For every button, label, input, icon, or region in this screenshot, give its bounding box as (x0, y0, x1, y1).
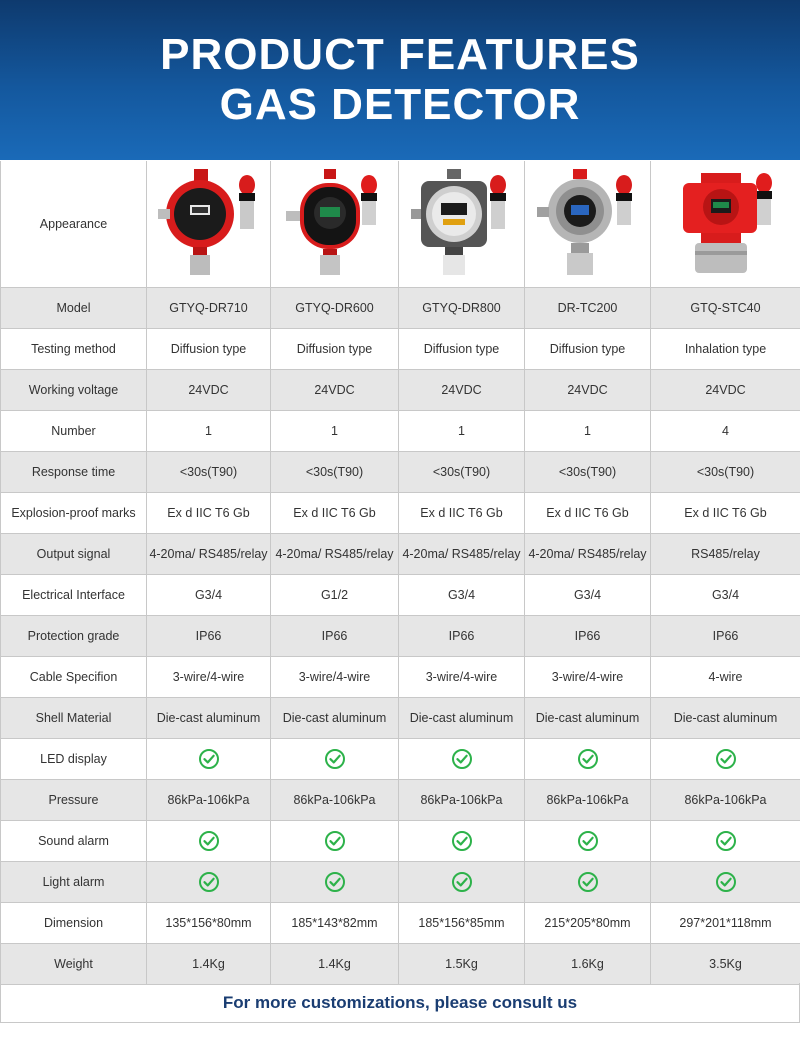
spec-value: Ex d IIC T6 Gb (147, 493, 271, 533)
row-label: Appearance (1, 161, 147, 287)
spec-row (1, 452, 800, 493)
spec-value: Ex d IIC T6 Gb (651, 493, 800, 533)
spec-value: 1.6Kg (525, 944, 651, 984)
spec-value: 4-wire (651, 657, 800, 697)
check-icon (147, 862, 271, 902)
spec-value: GTQ-STC40 (651, 288, 800, 328)
spec-value: Diffusion type (399, 329, 525, 369)
row-label: Pressure (1, 780, 147, 820)
spec-value: 24VDC (399, 370, 525, 410)
check-icon (399, 739, 525, 779)
product-image-cell (147, 161, 271, 287)
spec-value: GTYQ-DR600 (271, 288, 399, 328)
spec-value: 297*201*118mm (651, 903, 800, 943)
check-icon (399, 862, 525, 902)
spec-value: 3-wire/4-wire (271, 657, 399, 697)
spec-value: 3-wire/4-wire (147, 657, 271, 697)
header-title-line-2: GAS DETECTOR (219, 80, 581, 129)
row-label: LED display (1, 739, 147, 779)
check-icon (271, 739, 399, 779)
spec-row (1, 698, 800, 739)
spec-value: Diffusion type (271, 329, 399, 369)
spec-value: 4-20ma/ RS485/relay (525, 534, 651, 574)
product-image-cell (399, 161, 525, 287)
spec-value: G3/4 (399, 575, 525, 615)
spec-row (1, 903, 800, 944)
spec-value: Die-cast aluminum (525, 698, 651, 738)
spec-row (1, 411, 800, 452)
check-icon (525, 862, 651, 902)
row-label: Dimension (1, 903, 147, 943)
spec-value: 1 (147, 411, 271, 451)
red-detector-image (154, 169, 264, 279)
check-icon (147, 739, 271, 779)
spec-value: 24VDC (651, 370, 800, 410)
spec-row (1, 288, 800, 329)
spec-value: Die-cast aluminum (399, 698, 525, 738)
spec-value: G3/4 (147, 575, 271, 615)
page-header (0, 0, 800, 160)
spec-row (1, 370, 800, 411)
spec-value: 86kPa-106kPa (147, 780, 271, 820)
gray-detector-image (407, 169, 517, 279)
spec-value: 3-wire/4-wire (525, 657, 651, 697)
row-label: Cable Specifion (1, 657, 147, 697)
spec-value: <30s(T90) (525, 452, 651, 492)
footer-banner: For more customizations, please consult us (0, 983, 800, 1023)
spec-value: 185*156*85mm (399, 903, 525, 943)
spec-value: 4-20ma/ RS485/relay (399, 534, 525, 574)
spec-value: 24VDC (271, 370, 399, 410)
check-icon (399, 821, 525, 861)
row-label: Electrical Interface (1, 575, 147, 615)
row-label: Sound alarm (1, 821, 147, 861)
row-label: Testing method (1, 329, 147, 369)
spec-value: Diffusion type (147, 329, 271, 369)
row-label: Explosion-proof marks (1, 493, 147, 533)
spec-row (1, 657, 800, 698)
spec-value: 185*143*82mm (271, 903, 399, 943)
spec-row (1, 575, 800, 616)
check-icon (525, 821, 651, 861)
product-image-cell (651, 161, 800, 287)
spec-value: 1 (525, 411, 651, 451)
spec-value: IP66 (651, 616, 800, 656)
spec-value: 3-wire/4-wire (399, 657, 525, 697)
check-icon (651, 862, 800, 902)
spec-row (1, 329, 800, 370)
spec-value: 4 (651, 411, 800, 451)
row-label: Model (1, 288, 147, 328)
check-icon (525, 739, 651, 779)
spec-value: IP66 (271, 616, 399, 656)
spec-value: 24VDC (147, 370, 271, 410)
row-label: Weight (1, 944, 147, 984)
spec-value: DR-TC200 (525, 288, 651, 328)
spec-value: 3.5Kg (651, 944, 800, 984)
spec-value: 86kPa-106kPa (651, 780, 800, 820)
spec-value: G1/2 (271, 575, 399, 615)
row-label: Protection grade (1, 616, 147, 656)
spec-value: Die-cast aluminum (147, 698, 271, 738)
spec-value: G3/4 (651, 575, 800, 615)
row-label: Light alarm (1, 862, 147, 902)
spec-value: Die-cast aluminum (651, 698, 800, 738)
spec-value: <30s(T90) (147, 452, 271, 492)
spec-value: RS485/relay (651, 534, 800, 574)
spec-value: Ex d IIC T6 Gb (271, 493, 399, 533)
spec-row (1, 493, 800, 534)
row-label: Output signal (1, 534, 147, 574)
spec-value: 86kPa-106kPa (525, 780, 651, 820)
product-image-cell (271, 161, 399, 287)
row-label: Shell Material (1, 698, 147, 738)
red-black-detector-image (280, 169, 390, 279)
spec-value: 1.4Kg (271, 944, 399, 984)
silver-detector-image (533, 169, 643, 279)
spec-row (1, 616, 800, 657)
spec-value: 1 (399, 411, 525, 451)
spec-row (1, 739, 800, 780)
spec-value: IP66 (399, 616, 525, 656)
spec-row (1, 534, 800, 575)
spec-value: 1.4Kg (147, 944, 271, 984)
spec-value: Diffusion type (525, 329, 651, 369)
spec-value: GTYQ-DR710 (147, 288, 271, 328)
spec-value: 135*156*80mm (147, 903, 271, 943)
spec-value: Ex d IIC T6 Gb (525, 493, 651, 533)
spec-value: 215*205*80mm (525, 903, 651, 943)
check-icon (147, 821, 271, 861)
spec-value: IP66 (147, 616, 271, 656)
spec-value: IP66 (525, 616, 651, 656)
spec-row (1, 821, 800, 862)
spec-value: <30s(T90) (651, 452, 800, 492)
spec-value: 4-20ma/ RS485/relay (271, 534, 399, 574)
spec-value: 24VDC (525, 370, 651, 410)
product-image-cell (525, 161, 651, 287)
spec-value: 86kPa-106kPa (271, 780, 399, 820)
appearance-row (1, 161, 800, 288)
spec-value: 1 (271, 411, 399, 451)
row-label: Working voltage (1, 370, 147, 410)
spec-value: Ex d IIC T6 Gb (399, 493, 525, 533)
check-icon (651, 821, 800, 861)
spec-value: <30s(T90) (271, 452, 399, 492)
spec-value: 86kPa-106kPa (399, 780, 525, 820)
spec-value: 4-20ma/ RS485/relay (147, 534, 271, 574)
spec-row (1, 944, 800, 985)
spec-row (1, 780, 800, 821)
header-title-line-1: PRODUCT FEATURES (160, 30, 640, 79)
row-label: Number (1, 411, 147, 451)
spec-value: G3/4 (525, 575, 651, 615)
row-label: Response time (1, 452, 147, 492)
check-icon (271, 821, 399, 861)
spec-value: Die-cast aluminum (271, 698, 399, 738)
spec-table (0, 161, 800, 985)
spec-value: Inhalation type (651, 329, 800, 369)
spec-value: 1.5Kg (399, 944, 525, 984)
check-icon (651, 739, 800, 779)
spec-value: GTYQ-DR800 (399, 288, 525, 328)
spec-row (1, 862, 800, 903)
spec-value: <30s(T90) (399, 452, 525, 492)
check-icon (271, 862, 399, 902)
red-explosion-proof-detector-image (671, 169, 781, 279)
